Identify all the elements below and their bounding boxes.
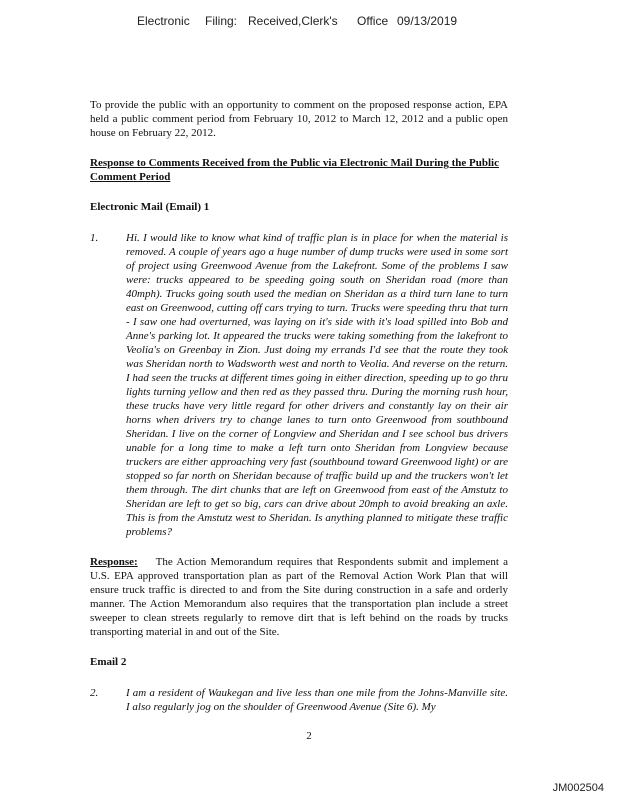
section-heading: Response to Comments Received from the Public via Electronic Mail During the Public Comment Period bbox=[90, 157, 499, 183]
header-received: Received,Clerk's bbox=[248, 14, 338, 28]
response-label: Response: bbox=[90, 556, 138, 568]
header-date: 09/13/2019 bbox=[397, 14, 458, 28]
comment-item-2 bbox=[90, 686, 508, 714]
comment-number: 1. bbox=[90, 232, 99, 244]
response-text: The Action Memorandum requires that Respondents submit and implement a U.S. EPA approved transportation plan as part of the Removal Action Work Plan that will ensure truck traffic is directed to and from the Site during construction in a safe and orderly manner. The Action Memorandum also requires that the transportation plan include a street sweeper to clean streets regularly to remove dirt that is left behind on the roads by trucks transporting material in and out of the Site. bbox=[90, 556, 508, 638]
email1-heading: Electronic Mail (Email) 1 bbox=[90, 201, 210, 213]
response-paragraph bbox=[90, 555, 508, 639]
comment-text: I am a resident of Waukegan and live less than one mile from the Johns-Manville site. I also regularly jog on the shoulder of Greenwood Avenue (Site 6). My bbox=[126, 687, 508, 713]
intro-paragraph: To provide the public with an opportunity to comment on the proposed response action, EPA held a public comment period from February 10, 2012 to March 12, 2012 and a public open house on February 22, 2012. bbox=[90, 99, 508, 139]
comment-item-1 bbox=[90, 231, 508, 539]
comment-text: Hi. I would like to know what kind of traffic plan is in place for when the material is removed. A couple of years ago a huge number of dump trucks were used in some sort of project using Greenwood Avenue from the Lakefront. Some of the problems I saw were: trucks appeared to be speeding going south on Sheridan road (more than 40mph). Trucks going south used the median on Sheridan as a third turn lane to turn east on Greenwood, cutting off cars trying to turn. Trucks were speeding thru that turn - I saw one had overturned, was laying on it's side with it's load spilled into Bob and Anne's parking lot. It appeared the trucks were taking something from the lakefront to Veolia's on Greenbay in Zion. Just doing my errands I'd see that the route they took was Sheridan north to Wadsworth west and north to Veolia. And reverse on the return. I had seen the trucks at different times going in either direction, speeding up to go thru lights turning yellow and then red as they passed thru. During the morning rush hour, these trucks have very little regard for other drivers and constantly lay on their air horns when drivers try to change lanes to turn onto Greenwood from southbound Sheridan. I live on the corner of Longview and Sheridan and I see school bus drivers unable for a long time to make a left turn onto Sheridan from Longview because truckers are either approaching very fast (southbound toward Greenwood light) or are stopped so far north on Sheridan because of traffic build up and the truckers won't let them through. The dirt chunks that are left on Greenwood from east of the Amstutz to Sheridan are left to get so big, cars can drive about 20mph to avoid breaking an axle. This is from the Amstutz west to Sheridan. Is anything planned to mitigate these traffic problems? bbox=[126, 232, 508, 538]
header-electronic: Electronic bbox=[137, 14, 190, 28]
header-filing: Filing: bbox=[205, 14, 238, 28]
header-office: Office bbox=[357, 14, 389, 28]
document-body bbox=[90, 98, 508, 730]
page-number: 2 bbox=[306, 730, 312, 742]
email2-heading: Email 2 bbox=[90, 656, 127, 668]
bates-number: JM002504 bbox=[552, 782, 604, 794]
comment-number: 2. bbox=[90, 687, 99, 699]
